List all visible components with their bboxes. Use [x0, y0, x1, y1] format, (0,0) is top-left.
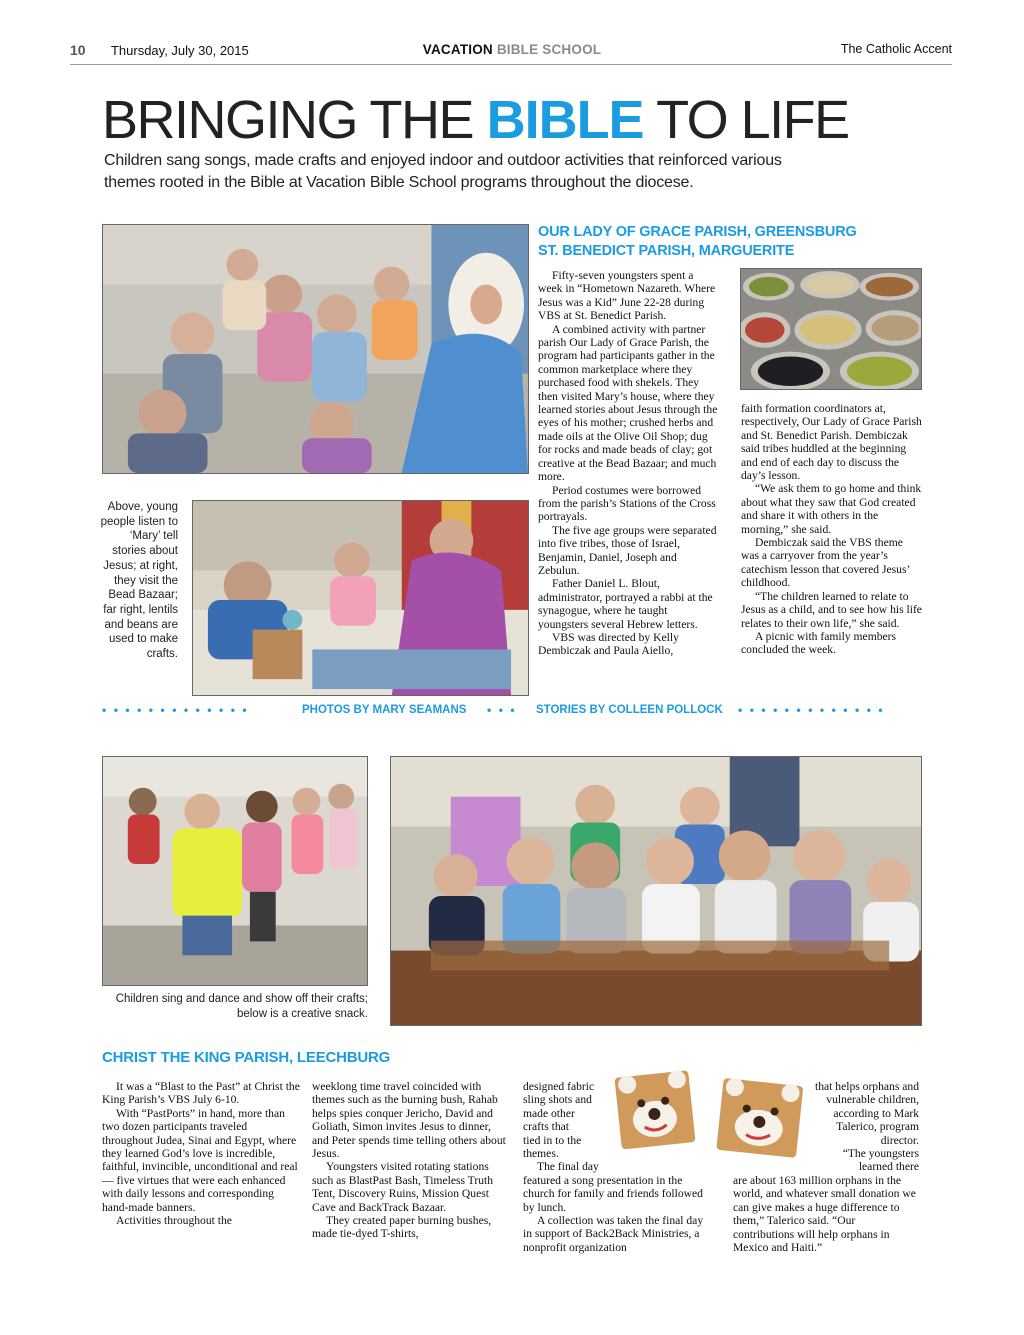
headline-accent: BIBLE [486, 90, 644, 150]
story2-col2-para: They created paper burning bushes, made tie-dyed T-shirts, [312, 1214, 492, 1241]
story2-col4-line: according to Mark [833, 1106, 919, 1120]
story2-col3-line: themes. [523, 1147, 559, 1161]
story2-col4-line: learned there [858, 1160, 919, 1174]
headline-part-2: TO LIFE [656, 90, 849, 150]
story1-col1-para: A combined activity with partner parish Our Lady of Grace Parish, the program had participants gather in the common marketplace where they purchased food with shekels. They then visited Mary’s house, where they learned stories about Jesus through the eyes of his mother; crushed herbs and made oils at the Olive Oil Shop; dug for rocks and made beads of clay; got creative at the Bead Bazaar; and much more. [538, 322, 718, 484]
story1-col1-para: The five age groups were separated into five tribes, those of Israel, Benjamin, Daniel, Joseph and Zebulun. [538, 523, 717, 577]
story1-col1-para: Period costumes were borrowed from the parish’s Stations of the Cross portrayals. [538, 483, 716, 524]
page-number: 10 [70, 42, 86, 58]
story2-col1-para: With “PastPorts” in hand, more than two dozen participants traveled throughout Judea, Sinai and Egypt, where they learned God’s love is incredible, faithful, invincible, unconditional and real — five virtues that were each enhanced with daily lessons and corresponding hand-made banners. [102, 1106, 298, 1214]
story1-col1-para: Fifty-seven youngsters spent a week in “Hometown Nazareth. Where Jesus was a Kid” June 22-28 during VBS at St. Benedict Parish. [538, 269, 716, 323]
story1-heading [538, 223, 938, 261]
story2-col1-para: Activities throughout the [116, 1214, 232, 1228]
story1-col2-para: faith formation coordinators at, respectively, Our Lady of Grace Parish and St. Benedict Parish. Dembiczak said tribes huddled at the beginning and end of each day to discuss the day’s lesson. [741, 402, 922, 483]
headline-part-1: BRINGING THE [102, 90, 474, 150]
story1-col2-para: A picnic with family members concluded the week. [741, 629, 897, 657]
story2-col3-line: tied in to the [523, 1133, 582, 1147]
photo-bear-snack [610, 1064, 810, 1158]
credits-dots-middle: ••• [487, 703, 523, 717]
story2-column-2 [312, 1080, 510, 1241]
story1-col1-para: Father Daniel L. Blout, administrator, portrayed a rabbi at the synagogue, where he taught youngsters several Hebrew letters. [538, 577, 713, 631]
photo-lentils-beans [740, 268, 922, 390]
section-label-bible-school: BIBLE SCHOOL [496, 42, 602, 57]
story1-heading-line1: OUR LADY OF GRACE PARISH, GREENSBURG [538, 224, 857, 240]
section-label-vacation: VACATION [422, 42, 493, 57]
stories-credit: STORIES BY COLLEEN POLLOCK [536, 704, 723, 716]
story2-col4-line: “The youngsters [842, 1147, 919, 1161]
photo-crafts-group [390, 756, 922, 1026]
credits-dots-right: ••••••••••••• [738, 703, 891, 717]
story2-col2-para: Youngsters visited rotating stations such as BlastPast Bash, Timeless Truth Tent, Discovery Ruins, Mission Quest Cave and BackTrack Bazaar. [312, 1160, 494, 1214]
story2-col3-para: A collection was taken the final day in support of Back2Back Ministries, a nonprofit organization [523, 1214, 704, 1254]
story2-heading: CHRIST THE KING PARISH, LEECHBURG [102, 1049, 391, 1066]
header-rule [70, 64, 952, 65]
photo-sing-and-dance [102, 756, 368, 986]
story1-col2-para: “The children learned to relate to Jesus as a child, and to see how his life relates to their own life,” she said. [741, 589, 922, 630]
photo-mary-storytelling [102, 224, 529, 474]
story1-column-1 [538, 269, 718, 658]
middle-photo-caption: Children sing and dance and show off their crafts; below is a creative snack. [115, 993, 368, 1020]
story2-col4-line: vulnerable children, [826, 1093, 919, 1107]
story2-column-4-rest: are about 163 million orphans in the world, and whatever small donation we can give makes a huge difference to them,” Talerico said. “Our contributions will help orphans in Mexico and Haiti.” [733, 1174, 916, 1255]
story2-col4-line: director. [880, 1133, 919, 1147]
photo-story-credits [102, 703, 924, 721]
story2-col3-line: crafts that [523, 1120, 570, 1134]
story1-col1-para: VBS was directed by Kelly Dembiczak and Paula Aiello, [538, 630, 679, 658]
story2-col1-para: It was a “Blast to the Past” at Christ the King Parish’s VBS July 6-10. [102, 1080, 300, 1107]
story2-col3-para: featured a song presentation in the church for family and friends followed by lunch. [523, 1173, 703, 1214]
story1-col2-para: “We ask them to go home and think about what they saw that God created and share it with others in the morning,” she said. [741, 482, 922, 536]
story2-col3-line: designed fabric [523, 1080, 595, 1093]
story1-col2-para: Dembiczak said the VBS theme was a carryover from the year’s catechism lesson that covered Jesus’ childhood. [741, 536, 910, 590]
photos-credit: PHOTOS BY MARY SEAMANS [302, 704, 467, 716]
photo-bead-bazaar [192, 500, 529, 696]
story2-col2-para: weeklong time travel coincided with themes such as the burning bush, Rahab helps spies conquer Jericho, David and Goliath, Simon invites Jesus to dinner, and Peter spends time telling others about Jesus. [312, 1080, 506, 1161]
story2-col4-line: that helps orphans and [815, 1080, 919, 1093]
credits-dots-left: ••••••••••••• [102, 703, 255, 717]
headline-deck: Children sang songs, made crafts and enjoyed indoor and outdoor activities that reinforced various themes rooted in the Bible at Vacation Bible School programs throughout the diocese. [104, 152, 782, 191]
story2-col3-line: made other [523, 1106, 575, 1120]
issue-date: Thursday, July 30, 2015 [110, 43, 249, 58]
story2-col3-line: sling shots and [523, 1093, 592, 1107]
story1-heading-line2: ST. BENEDICT PARISH, MARGUERITE [538, 243, 795, 259]
story2-column-1 [102, 1080, 300, 1227]
story2-col3-line: The final day [537, 1160, 599, 1174]
page-headline [102, 88, 849, 152]
publication-name: The Catholic Accent [840, 42, 952, 56]
story1-column-2 [741, 402, 923, 657]
story2-col4-line: Talerico, program [836, 1120, 919, 1134]
story1-photo-caption: Above, young people listen to ‘Mary’ tell stories about Jesus; at right, they visit the Bead Bazaar; far right, lentils and beans are used to make crafts. [100, 501, 178, 661]
